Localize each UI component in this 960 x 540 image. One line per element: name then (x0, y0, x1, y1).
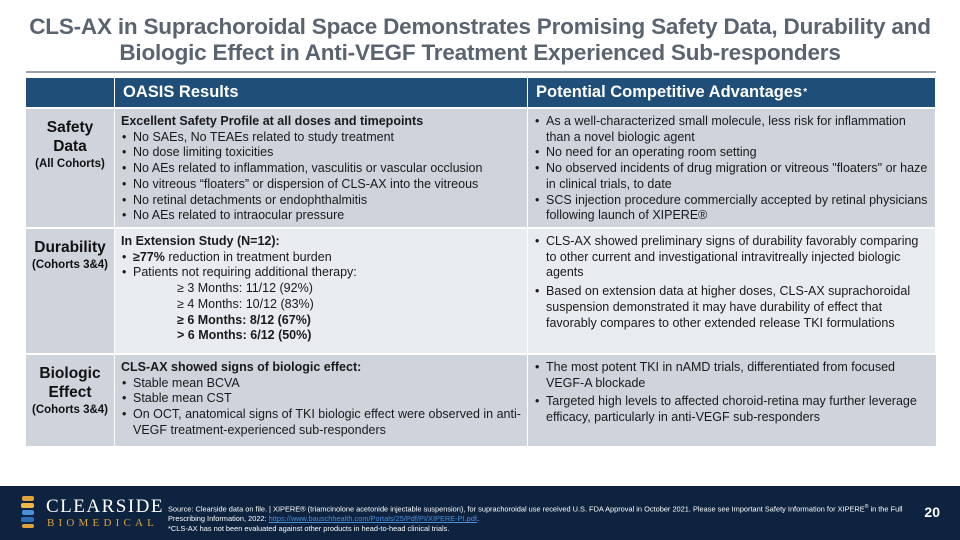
safety-results-list (121, 130, 521, 224)
months-item: ≥ 6 Months: 8/12 (67%) (177, 312, 311, 327)
header-blank-cell (26, 78, 115, 109)
header-advantages-footnote-mark: * (803, 87, 808, 98)
biologic-results-list (121, 376, 521, 439)
prescribing-info-link[interactable]: https://www.bauschhealth.com/Portals/25/Pdf/PI/XIPERE-PI.pdf (268, 514, 477, 524)
clearside-logo (20, 495, 164, 531)
row-label-biologic-title: Biologic Effect (39, 365, 101, 401)
list-item: • No retinal detachments or endophthalmitis (121, 193, 521, 209)
durability-results-lead: In Extension Study (N=12): (121, 234, 280, 248)
months-item: ≥ 4 Months: 10/12 (83%) (177, 296, 314, 311)
row-label-safety (26, 109, 115, 229)
results-table (26, 78, 936, 448)
list-item: • SCS injection procedure commercially accepted by retinal physicians following launch of XIPERE® (534, 193, 929, 224)
list-item: • No need for an operating room setting (534, 145, 929, 161)
list-item: • Targeted high levels to affected choroid-retina may further leverage efficacy, particularly in anti-VEGF sub-responders (534, 394, 930, 425)
durability-results-list (121, 250, 521, 281)
source-line (168, 503, 908, 524)
footer-bar (0, 486, 960, 540)
logo-wordmark-top: CLEARSIDE (46, 496, 164, 517)
slide-title-line-2: Biologic Effect in Anti-VEGF Treatment Experienced Sub-responders (119, 40, 841, 65)
list-item: • No SAEs, No TEAEs related to study treatment (121, 130, 521, 146)
safety-advantages-cell (528, 109, 936, 229)
list-item: • As a well-characterized small molecule, less risk for inflammation than a novel biologic agent (534, 114, 929, 145)
list-item: • CLS-AX showed preliminary signs of durability favorably comparing to other current and investigational intravitreally injected biologic agents (534, 234, 929, 281)
logo-wordmark-bottom: BIOMEDICAL (47, 517, 159, 529)
title-divider (26, 71, 936, 73)
safety-results-lead: Excellent Safety Profile at all doses and timepoints (121, 114, 424, 128)
page-number: 20 (924, 504, 940, 520)
header-oasis-results-label: OASIS Results (123, 83, 239, 101)
slide-title-line-1: CLS-AX in Suprachoroidal Space Demonstrates Promising Safety Data, Durability and (29, 14, 931, 39)
source-citation (168, 503, 908, 533)
biologic-advantages-cell (528, 355, 936, 448)
header-advantages-label: Potential Competitive Advantages (536, 83, 803, 101)
source-registered-mark: ® (864, 504, 869, 510)
months-list (121, 281, 521, 344)
list-item: • Stable mean CST (121, 391, 521, 407)
header-competitive-advantages (528, 78, 936, 109)
slide-title (10, 14, 950, 66)
months-item: ≥ 3 Months: 11/12 (92%) (177, 281, 313, 296)
list-item: • No observed incidents of drug migration or vitreous "floaters" or haze in clinical trials, to date (534, 161, 929, 192)
row-label-biologic-sub: (Cohorts 3&4) (31, 404, 109, 416)
row-label-durability-title: Durability (34, 239, 106, 256)
safety-advantages-list (534, 114, 929, 224)
biologic-advantages-list (534, 360, 930, 426)
source-text: Source: Clearside data on file. | XIPERE® (triamcinolone acetonide injectable suspension), for suprachoroidal use received U.S. FDA Approval in October 2021. Please see Important Safety Information for XIPERE (168, 504, 865, 514)
safety-results-cell (115, 109, 528, 229)
list-item: • Based on extension data at higher doses, CLS-AX suprachoroidal suspension demonstrated it may have durability of effect that favorably compares to other extended release TKI formulations (534, 284, 929, 331)
row-label-durability-sub: (Cohorts 3&4) (31, 259, 109, 271)
clearside-logo-icon (20, 495, 36, 529)
durability-advantages-cell (528, 229, 936, 355)
list-item: • No AEs related to intraocular pressure (121, 208, 521, 224)
reduction-text: reduction in treatment burden (164, 249, 332, 264)
list-item: • Stable mean BCVA (121, 376, 521, 392)
biologic-results-lead: CLS-AX showed signs of biologic effect: (121, 360, 362, 374)
list-item: • No vitreous “floaters” or dispersion of CLS-AX into the vitreous (121, 177, 521, 193)
head-to-head-footnote: *CLS-AX has not been evaluated against other products in head-to-head clinical trials. (168, 523, 450, 533)
list-item (121, 250, 521, 266)
durability-advantages-list (534, 234, 929, 331)
header-oasis-results (115, 78, 528, 109)
months-item: > 6 Months: 6/12 (50%) (177, 328, 312, 343)
source-text-end: . (476, 514, 479, 524)
list-item: • On OCT, anatomical signs of TKI biologic effect were observed in anti-VEGF treatment-experienced sub-responders (121, 407, 521, 438)
row-label-safety-title: Safety Data (46, 119, 94, 155)
durability-results-cell (115, 229, 528, 355)
list-item: • No AEs related to inflammation, vasculitis or vascular occlusion (121, 161, 521, 177)
row-label-safety-sub: (All Cohorts) (35, 158, 105, 170)
biologic-results-cell (115, 355, 528, 448)
reduction-highlight: ≥77% (133, 249, 165, 264)
list-item: • The most potent TKI in nAMD trials, differentiated from focused VEGF-A blockade (534, 360, 930, 391)
list-item: • Patients not requiring additional therapy: (121, 265, 521, 281)
source-text-continued: in the Full Prescribing Information, 2022: (168, 504, 903, 524)
row-label-durability (26, 229, 115, 355)
list-item: • No dose limiting toxicities (121, 145, 521, 161)
row-label-biologic (26, 355, 115, 448)
